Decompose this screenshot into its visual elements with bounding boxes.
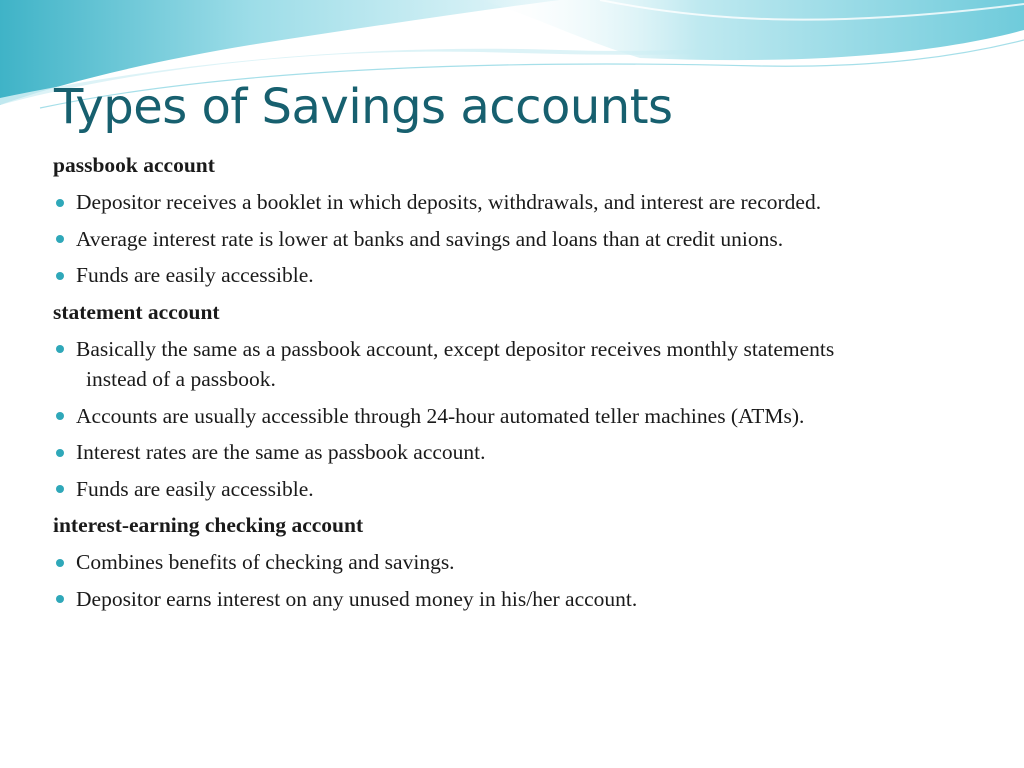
list-item-text: Funds are easily accessible. — [76, 263, 314, 287]
section-heading-passbook: passbook account — [53, 153, 215, 177]
list-item-text: Accounts are usually accessible through 24-hour automated teller machines (ATMs). — [76, 403, 805, 428]
list-item-continuation: instead of a passbook. — [86, 367, 276, 391]
list-item-text: Depositor earns interest on any unused money in his/her account. — [76, 586, 638, 611]
bullet-dot-icon — [56, 559, 64, 567]
bullet-dot-icon — [56, 485, 64, 493]
list-item — [53, 437, 1018, 468]
list-item — [53, 187, 1018, 218]
list-item — [53, 584, 1018, 615]
list-item-text: Funds are easily accessible. — [76, 476, 314, 501]
section-heading-checking: interest-earning checking account — [53, 513, 364, 537]
list-item-text: Basically the same as a passbook account, except depositor receives monthly statements — [76, 336, 835, 361]
bullet-dot-icon — [56, 199, 64, 207]
list-item-text: Average interest rate is lower at banks and savings and loans than at credit unions. — [76, 226, 784, 251]
list-item — [53, 401, 1018, 432]
slide-title: Types of Savings accounts — [54, 79, 673, 135]
bullet-dot-icon — [56, 595, 64, 603]
list-item-text: Depositor receives a booklet in which deposits, withdrawals, and interest are recorded. — [76, 190, 822, 214]
section-heading-statement: statement account — [53, 299, 220, 324]
bullet-dot-icon — [56, 449, 64, 457]
list-item — [53, 334, 1018, 395]
list-item — [53, 474, 1018, 505]
bullet-dot-icon — [56, 235, 64, 243]
list-item-text: Combines benefits of checking and savings. — [76, 550, 455, 574]
list-item-text: Interest rates are the same as passbook account. — [76, 440, 486, 464]
bullet-dot-icon — [56, 272, 64, 280]
slide-body — [53, 150, 1018, 620]
list-item — [53, 547, 1018, 578]
bullet-dot-icon — [56, 412, 64, 420]
list-item — [53, 224, 1018, 255]
bullet-dot-icon — [56, 345, 64, 353]
list-item — [53, 260, 1018, 291]
